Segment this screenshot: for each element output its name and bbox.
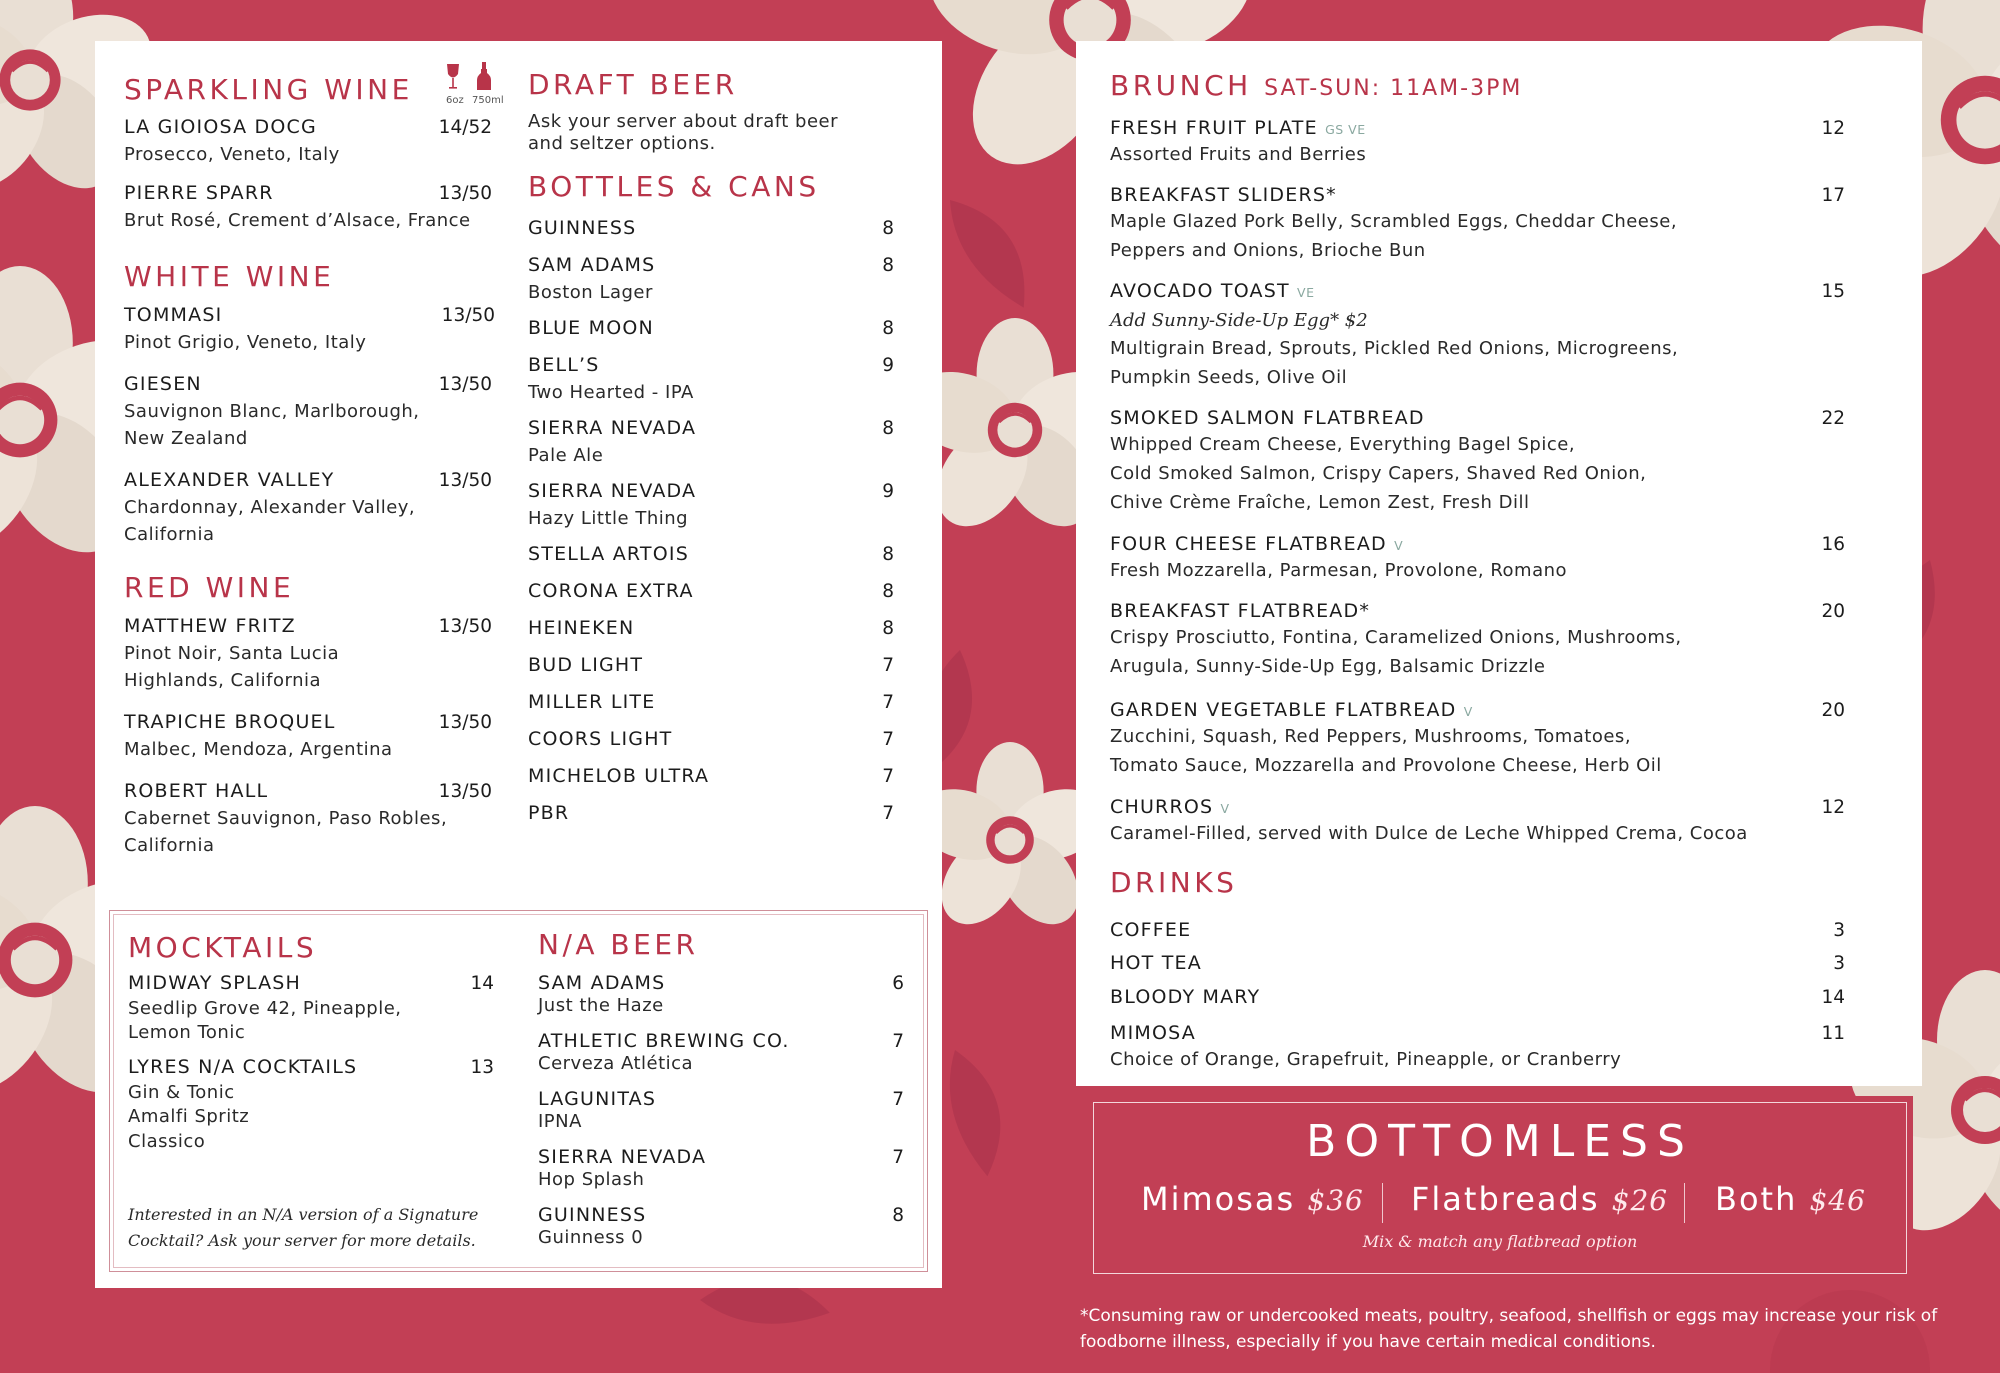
size-6oz-label: 6oz — [446, 95, 464, 106]
drink-price: 14 — [1821, 987, 1845, 1008]
size-750ml-label: 750ml — [472, 95, 504, 106]
dietary-tag: GS VE — [1325, 122, 1366, 137]
mocktails-heading: MOCKTAILS — [128, 931, 318, 964]
brunch-desc: Multigrain Bread, Sprouts, Pickled Red Onions, Microgreens, — [1110, 338, 1679, 359]
wine-name: PIERRE SPARR — [124, 182, 274, 204]
na-beer-name: GUINNESS — [538, 1204, 647, 1226]
bottomless-subtitle: Mix & match any flatbread option — [1362, 1232, 1638, 1251]
wine-desc: Pinot Grigio, Veneto, Italy — [124, 332, 367, 353]
brunch-desc: Crispy Prosciutto, Fontina, Caramelized Onions, Mushrooms, — [1110, 627, 1682, 648]
beer-name: MICHELOB ULTRA — [528, 765, 710, 787]
wine-price: 13/50 — [438, 374, 492, 395]
beer-name: GUINNESS — [528, 217, 637, 239]
brunch-item-name — [1110, 534, 1403, 556]
brunch-desc: Assorted Fruits and Berries — [1110, 144, 1367, 165]
brunch-desc: Fresh Mozzarella, Parmesan, Provolone, Romano — [1110, 560, 1568, 581]
beer-name: BELL’S — [528, 354, 600, 376]
brunch-item-name — [1110, 700, 1473, 722]
na-beer-desc: Hop Splash — [538, 1169, 645, 1190]
mocktail-desc: Amalfi Spritz — [128, 1106, 250, 1127]
dietary-tag: V — [1463, 704, 1473, 719]
wine-name: TOMMASI — [124, 304, 223, 326]
wine-name: MATTHEW FRITZ — [124, 615, 296, 637]
wine-desc: New Zealand — [124, 428, 248, 449]
mocktail-desc: Gin & Tonic — [128, 1082, 235, 1103]
beer-price: 7 — [882, 766, 894, 787]
brunch-price: 17 — [1821, 185, 1845, 206]
brunch-title: BRUNCH — [1110, 69, 1252, 102]
bottomless-title: BOTTOMLESS — [1306, 1116, 1694, 1167]
na-beer-price: 6 — [892, 973, 904, 994]
brunch-item-name: BREAKFAST SLIDERS* — [1110, 184, 1337, 206]
brunch-price: 20 — [1821, 601, 1845, 622]
beer-price: 8 — [882, 618, 894, 639]
na-beer-desc: Guinness 0 — [538, 1227, 644, 1248]
divider — [1382, 1183, 1383, 1223]
wine-price: 13/50 — [441, 305, 495, 326]
wine-price: 14/52 — [438, 117, 492, 138]
wine-price: 13/50 — [438, 781, 492, 802]
brunch-price: 12 — [1821, 118, 1845, 139]
item-name: GARDEN VEGETABLE FLATBREAD — [1110, 699, 1457, 721]
brunch-price: 22 — [1821, 408, 1845, 429]
bottomless-both — [1715, 1180, 1866, 1218]
item-name: AVOCADO TOAST — [1110, 280, 1290, 302]
brunch-desc: Caramel-Filled, served with Dulce de Leche Whipped Crema, Cocoa — [1110, 823, 1748, 844]
beer-price: 9 — [882, 355, 894, 376]
divider — [1684, 1183, 1685, 1223]
na-beer-desc: Cerveza Atlética — [538, 1053, 694, 1074]
brunch-desc: Cold Smoked Salmon, Crispy Capers, Shaved Red Onion, — [1110, 463, 1647, 484]
na-beer-name: SIERRA NEVADA — [538, 1146, 707, 1168]
wine-name: TRAPICHE BROQUEL — [124, 711, 336, 733]
mocktail-desc: Lemon Tonic — [128, 1022, 246, 1043]
mocktail-note: Interested in an N/A version of a Signature — [128, 1205, 479, 1224]
brunch-desc: Whipped Cream Cheese, Everything Bagel Spice, — [1110, 434, 1576, 455]
beer-price: 8 — [882, 581, 894, 602]
beer-price: 7 — [882, 692, 894, 713]
bottomless-mimosas-label: Mimosas — [1141, 1180, 1296, 1218]
beer-name: STELLA ARTOIS — [528, 543, 689, 565]
mocktail-desc: Seedlip Grove 42, Pineapple, — [128, 998, 402, 1019]
na-beer-heading: N/A BEER — [538, 928, 699, 961]
beer-name: CORONA EXTRA — [528, 580, 694, 602]
wine-desc: Pinot Noir, Santa Lucia — [124, 643, 340, 664]
drink-name: HOT TEA — [1110, 952, 1202, 974]
bottomless-mimosas — [1141, 1180, 1364, 1218]
drink-name: MIMOSA — [1110, 1022, 1196, 1044]
beer-name: SIERRA NEVADA — [528, 417, 697, 439]
dietary-tag: VE — [1297, 285, 1315, 300]
brunch-desc: Zucchini, Squash, Red Peppers, Mushrooms, Tomatoes, — [1110, 726, 1632, 747]
red-wine-heading: RED WINE — [124, 571, 295, 604]
wine-desc: Sauvignon Blanc, Marlborough, — [124, 401, 420, 422]
bottomless-flatbreads-price: $26 — [1611, 1184, 1669, 1217]
beer-name: BUD LIGHT — [528, 654, 644, 676]
wine-price: 13/50 — [438, 470, 492, 491]
wine-price: 13/50 — [438, 616, 492, 637]
mocktail-price: 13 — [470, 1057, 494, 1078]
brunch-hours: SAT-SUN: 11AM-3PM — [1264, 76, 1523, 101]
dietary-tag: V — [1220, 801, 1230, 816]
brunch-addon: Add Sunny-Side-Up Egg* $2 — [1110, 310, 1368, 331]
na-beer-name: ATHLETIC BREWING CO. — [538, 1030, 790, 1052]
food-safety-disclaimer — [1080, 1303, 1937, 1355]
na-beer-desc: Just the Haze — [538, 995, 664, 1016]
beer-price: 7 — [882, 803, 894, 824]
beer-name: SAM ADAMS — [528, 254, 656, 276]
wine-name: ALEXANDER VALLEY — [124, 469, 335, 491]
drink-name: COFFEE — [1110, 919, 1192, 941]
drink-desc: Choice of Orange, Grapefruit, Pineapple, or Cranberry — [1110, 1049, 1622, 1070]
sparkling-wine-heading: SPARKLING WINE — [124, 73, 413, 106]
disclaimer-line: *Consuming raw or undercooked meats, poultry, seafood, shellfish or eggs may increase your risk of — [1080, 1306, 1938, 1326]
brunch-desc: Chive Crème Fraîche, Lemon Zest, Fresh Dill — [1110, 492, 1530, 513]
mocktail-price: 14 — [470, 973, 494, 994]
beer-price: 8 — [882, 544, 894, 565]
brunch-desc: Maple Glazed Pork Belly, Scrambled Eggs, Cheddar Cheese, — [1110, 211, 1678, 232]
brunch-item-name — [1110, 118, 1366, 140]
brunch-item-name: BREAKFAST FLATBREAD* — [1110, 600, 1371, 622]
beer-name: COORS LIGHT — [528, 728, 673, 750]
wine-desc: Chardonnay, Alexander Valley, — [124, 497, 416, 518]
wine-price: 13/50 — [438, 183, 492, 204]
bottles-cans-heading: BOTTLES & CANS — [528, 170, 820, 203]
brunch-item-name: SMOKED SALMON FLATBREAD — [1110, 407, 1425, 429]
beer-desc: Hazy Little Thing — [528, 508, 689, 529]
brunch-desc: Tomato Sauce, Mozzarella and Provolone Cheese, Herb Oil — [1110, 755, 1662, 776]
bottomless-both-label: Both — [1715, 1180, 1798, 1218]
bottomless-flatbreads — [1411, 1180, 1669, 1218]
beer-name: MILLER LITE — [528, 691, 656, 713]
na-beer-price: 7 — [892, 1147, 904, 1168]
mocktail-note: Cocktail? Ask your server for more details. — [128, 1231, 476, 1250]
dietary-tag: V — [1394, 538, 1404, 553]
item-name: FOUR CHEESE FLATBREAD — [1110, 533, 1387, 555]
item-name: FRESH FRUIT PLATE — [1110, 117, 1318, 139]
wine-name: LA GIOIOSA DOCG — [124, 116, 317, 138]
brunch-price: 20 — [1821, 700, 1845, 721]
brunch-price: 16 — [1821, 534, 1845, 555]
na-beer-name: LAGUNITAS — [538, 1088, 657, 1110]
na-beer-price: 7 — [892, 1031, 904, 1052]
beer-price: 8 — [882, 318, 894, 339]
white-wine-heading: WHITE WINE — [124, 260, 335, 293]
draft-beer-heading: DRAFT BEER — [528, 68, 738, 101]
brunch-desc: Peppers and Onions, Brioche Bun — [1110, 240, 1426, 261]
drink-price: 11 — [1821, 1023, 1845, 1044]
beer-desc: Pale Ale — [528, 445, 604, 466]
na-beer-name: SAM ADAMS — [538, 972, 666, 994]
brunch-item-name — [1110, 797, 1230, 819]
draft-beer-desc: Ask your server about draft beer — [528, 111, 839, 132]
wine-desc: Malbec, Mendoza, Argentina — [124, 739, 393, 760]
beer-name: BLUE MOON — [528, 317, 654, 339]
beer-price: 7 — [882, 729, 894, 750]
na-beer-price: 8 — [892, 1205, 904, 1226]
mocktail-name: MIDWAY SPLASH — [128, 972, 302, 994]
item-name: CHURROS — [1110, 796, 1214, 818]
beer-name: PBR — [528, 802, 570, 824]
drink-price: 3 — [1833, 920, 1845, 941]
brunch-item-name — [1110, 281, 1314, 303]
wine-name: ROBERT HALL — [124, 780, 269, 802]
wine-desc: California — [124, 524, 215, 545]
bottomless-both-price: $46 — [1809, 1184, 1866, 1217]
mocktail-desc: Classico — [128, 1131, 206, 1152]
drinks-heading: DRINKS — [1110, 866, 1238, 899]
brunch-price: 12 — [1821, 797, 1845, 818]
wine-desc: Brut Rosé, Crement d’Alsace, France — [124, 210, 471, 231]
na-beer-desc: IPNA — [538, 1111, 582, 1132]
beer-name: HEINEKEN — [528, 617, 635, 639]
wine-name: GIESEN — [124, 373, 202, 395]
na-beer-price: 7 — [892, 1089, 904, 1110]
brunch-heading — [1110, 69, 1523, 102]
draft-beer-desc: and seltzer options. — [528, 133, 716, 154]
beer-price: 9 — [882, 481, 894, 502]
brunch-desc: Pumpkin Seeds, Olive Oil — [1110, 367, 1348, 388]
brunch-desc: Arugula, Sunny-Side-Up Egg, Balsamic Drizzle — [1110, 656, 1546, 677]
wine-desc: Highlands, California — [124, 670, 322, 691]
beer-price: 8 — [882, 218, 894, 239]
beer-price: 8 — [882, 418, 894, 439]
beer-desc: Boston Lager — [528, 282, 653, 303]
beer-price: 7 — [882, 655, 894, 676]
drink-name: BLOODY MARY — [1110, 986, 1261, 1008]
beer-name: SIERRA NEVADA — [528, 480, 697, 502]
beer-desc: Two Hearted - IPA — [528, 382, 694, 403]
mocktail-name: LYRES N/A COCKTAILS — [128, 1056, 358, 1078]
wine-desc: California — [124, 835, 215, 856]
disclaimer-line: foodborne illness, especially if you have certain medical conditions. — [1080, 1332, 1656, 1352]
wine-desc: Cabernet Sauvignon, Paso Robles, — [124, 808, 448, 829]
beer-price: 8 — [882, 255, 894, 276]
wine-price: 13/50 — [438, 712, 492, 733]
bottomless-mimosas-price: $36 — [1307, 1184, 1364, 1217]
drink-price: 3 — [1833, 953, 1845, 974]
wine-desc: Prosecco, Veneto, Italy — [124, 144, 340, 165]
bottomless-flatbreads-label: Flatbreads — [1411, 1180, 1600, 1218]
brunch-price: 15 — [1821, 281, 1845, 302]
